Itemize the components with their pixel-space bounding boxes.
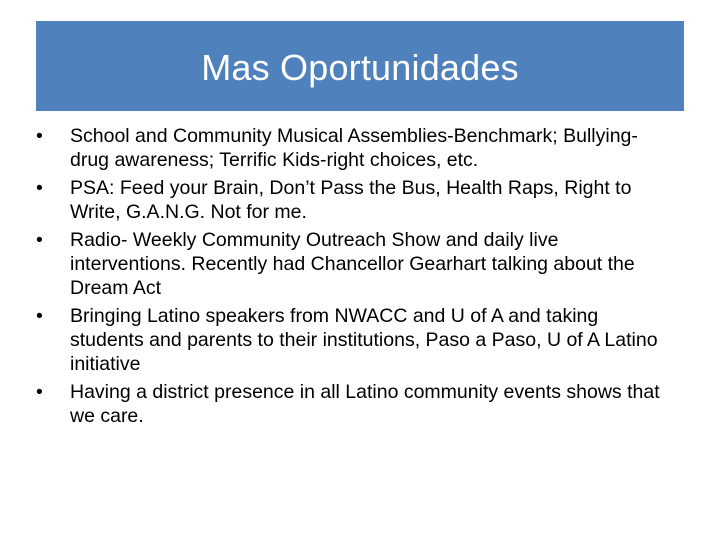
bullet-marker: • — [36, 125, 43, 147]
bullet-item — [36, 228, 676, 300]
bullet-item — [36, 176, 676, 224]
bullet-item — [36, 304, 676, 376]
bullet-item — [36, 124, 676, 172]
bullet-text: PSA: Feed your Brain, Don’t Pass the Bus, Health Raps, Right to Write, G.A.N.G. Not for me. — [70, 177, 632, 223]
bullet-text: Bringing Latino speakers from NWACC and U of A and taking students and parents to their institutions, Paso a Paso, U of A Latino initiative — [70, 305, 658, 375]
bullet-marker: • — [36, 177, 43, 199]
bullet-text: School and Community Musical Assemblies-Benchmark; Bullying-drug awareness; Terrific Kids-right choices, etc. — [70, 125, 638, 171]
bullet-marker: • — [36, 229, 43, 251]
bullet-text: Radio- Weekly Community Outreach Show and daily live interventions. Recently had Chancellor Gearhart talking about the Dream Act — [70, 229, 635, 299]
bullet-list — [36, 124, 676, 432]
bullet-item — [36, 380, 676, 428]
bullet-marker: • — [36, 381, 43, 403]
title-bar — [36, 21, 684, 111]
slide-title: Mas Oportunidades — [201, 47, 519, 88]
bullet-text: Having a district presence in all Latino community events shows that we care. — [70, 381, 660, 427]
bullet-marker: • — [36, 305, 43, 327]
